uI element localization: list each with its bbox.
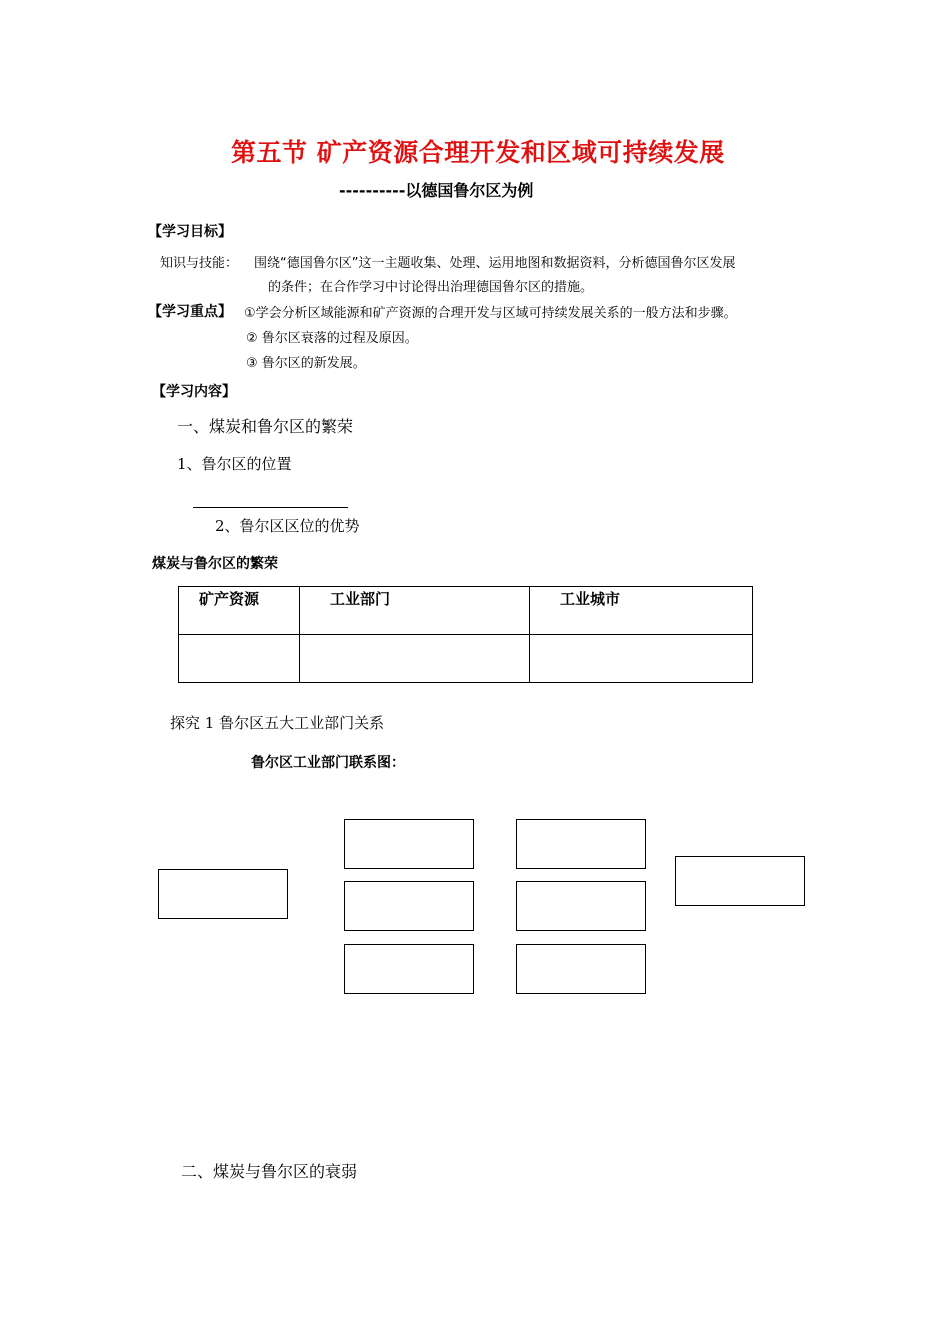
key-point-3: ③ 鲁尔区的新发展。 — [246, 356, 366, 371]
objectives-line-1: 围绕“德国鲁尔区”这一主题收集、处理、运用地图和数据资料，分析德国鲁尔区发展 — [254, 256, 736, 271]
content-heading: 【学习内容】 — [152, 384, 236, 400]
diagram-box-col1-row1[interactable] — [344, 819, 474, 869]
table-header-city-text: 工业城市 — [560, 590, 621, 608]
table-header-industry-text: 工业部门 — [330, 590, 391, 608]
diagram-box-left[interactable] — [158, 869, 288, 919]
diagram-box-col2-row3[interactable] — [516, 944, 646, 994]
objectives-label: 知识与技能： — [160, 256, 239, 271]
section-2-heading: 二、煤炭与鲁尔区的衰弱 — [181, 1162, 358, 1181]
diagram-box-col1-row2[interactable] — [344, 881, 474, 931]
page-title: 第五节 矿产资源合理开发和区域可持续发展 — [231, 138, 725, 167]
table-title: 煤炭与鲁尔区的繁荣 — [152, 556, 278, 572]
explore-1-label: 探究 1 鲁尔区五大工业部门关系 — [170, 714, 385, 732]
table-header-industry — [300, 587, 530, 635]
key-point-1: ①学会分析区域能源和矿产资源的合理开发与区域可持续发展关系的一般方法和步骤。 — [244, 306, 737, 321]
objectives-heading: 【学习目标】 — [148, 224, 232, 240]
table-cell-mineral[interactable] — [179, 635, 300, 683]
prosperity-table — [178, 586, 753, 683]
objectives-line-2: 的条件；在合作学习中讨论得出治理德国鲁尔区的措施。 — [268, 280, 594, 295]
table-header-mineral-text: 矿产资源 — [199, 590, 260, 608]
page-subtitle: ----------以德国鲁尔区为例 — [339, 181, 534, 200]
table-cell-industry[interactable] — [300, 635, 530, 683]
section-1-heading: 一、煤炭和鲁尔区的繁荣 — [177, 417, 354, 436]
item-1-location: 1、鲁尔区的位置 — [177, 455, 292, 473]
diagram-box-right[interactable] — [675, 856, 805, 906]
key-points-heading: 【学习重点】 — [148, 304, 232, 320]
diagram-box-col2-row1[interactable] — [516, 819, 646, 869]
key-point-2: ② 鲁尔区衰落的过程及原因。 — [246, 331, 418, 346]
diagram-box-col1-row3[interactable] — [344, 944, 474, 994]
table-header-city — [530, 587, 753, 635]
answer-blank-line[interactable] — [193, 507, 348, 508]
table-cell-city[interactable] — [530, 635, 753, 683]
diagram-box-col2-row2[interactable] — [516, 881, 646, 931]
table-header-mineral — [179, 587, 300, 635]
item-2-advantage: 2、鲁尔区区位的优势 — [215, 517, 360, 535]
diagram-title: 鲁尔区工业部门联系图： — [251, 755, 405, 771]
